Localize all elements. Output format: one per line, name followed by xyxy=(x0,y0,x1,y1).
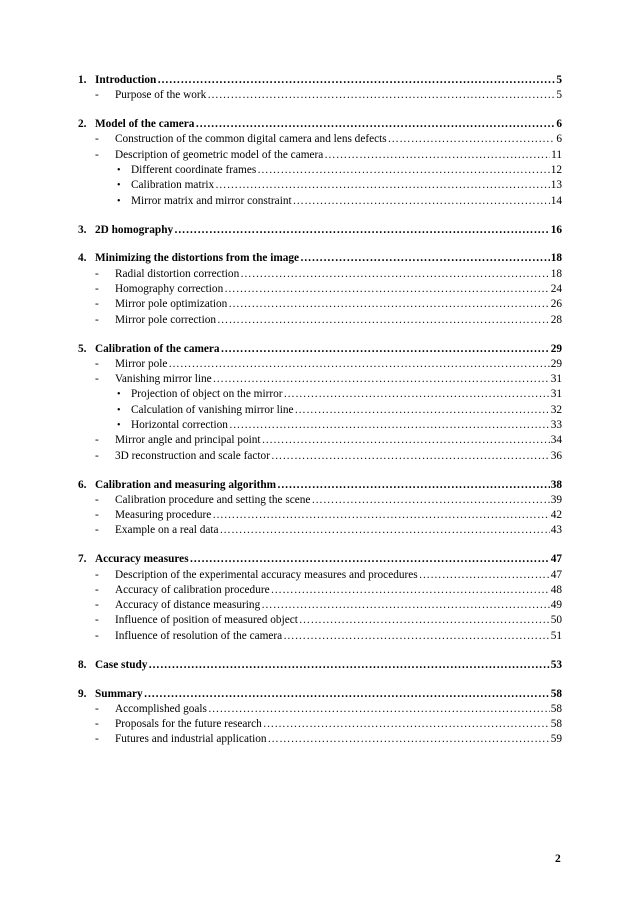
toc-subentry xyxy=(78,509,562,524)
heading-number: 3. xyxy=(78,223,87,236)
heading-title xyxy=(78,479,276,491)
entry-title xyxy=(95,718,262,730)
dot-leader xyxy=(271,584,550,596)
toc-subentry xyxy=(78,584,562,599)
dot-leader xyxy=(295,404,550,416)
entry-text: Calibration procedure and setting the scene xyxy=(115,493,311,506)
dash-marker: - xyxy=(95,373,99,386)
toc-subentry xyxy=(78,569,562,584)
bullet-marker: • xyxy=(117,420,121,432)
toc-subentry xyxy=(78,133,562,148)
entry-page-number: 42 xyxy=(550,509,562,522)
bullet-marker: • xyxy=(117,165,121,177)
entry-page-number: 58 xyxy=(550,702,562,715)
entry-page-number: 33 xyxy=(550,419,562,432)
entry-page-number: 31 xyxy=(550,373,562,386)
entry-title xyxy=(95,358,167,370)
dot-leader xyxy=(174,224,550,236)
entry-text: Futures and industrial application xyxy=(115,733,267,746)
toc-heading xyxy=(78,553,562,568)
dash-marker: - xyxy=(95,524,99,537)
toc-subentry xyxy=(78,373,562,388)
entry-page-number: 39 xyxy=(550,493,562,506)
heading-number: 4. xyxy=(78,252,87,265)
entry-text: Accuracy of distance measuring xyxy=(115,599,261,612)
heading-number: 8. xyxy=(78,658,87,671)
page-number: 2 xyxy=(555,853,561,865)
toc-bullet-entry xyxy=(78,404,562,419)
entry-page-number: 6 xyxy=(556,133,562,146)
entry-page-number: 36 xyxy=(550,449,562,462)
heading-page-number: 18 xyxy=(550,252,562,265)
entry-title xyxy=(95,283,223,295)
entry-text: Construction of the common digital camera and lens defects xyxy=(115,133,387,146)
entry-page-number: 31 xyxy=(550,388,562,401)
entry-title xyxy=(95,584,270,596)
dash-marker: - xyxy=(95,434,99,447)
dot-leader xyxy=(228,298,549,310)
entry-text: Example on a real data xyxy=(115,524,219,537)
toc-heading xyxy=(78,118,562,133)
heading-title xyxy=(78,252,299,264)
dot-leader xyxy=(419,569,550,581)
dot-leader xyxy=(263,718,550,730)
entry-title xyxy=(95,434,261,446)
entry-page-number: 47 xyxy=(550,568,562,581)
dot-leader xyxy=(207,89,555,101)
entry-text: Different coordinate frames xyxy=(131,164,257,177)
dot-leader xyxy=(311,494,549,506)
dot-leader xyxy=(148,659,549,671)
entry-title xyxy=(95,298,227,310)
heading-page-number: 47 xyxy=(550,553,562,566)
heading-text: 2D homography xyxy=(95,223,174,236)
entry-page-number: 12 xyxy=(550,164,562,177)
toc-heading xyxy=(78,252,562,267)
dot-leader xyxy=(268,733,550,745)
entry-title xyxy=(95,268,239,280)
dash-marker: - xyxy=(95,583,99,596)
dash-marker: - xyxy=(95,629,99,642)
entry-title xyxy=(95,314,216,326)
heading-title xyxy=(78,688,143,700)
toc-section xyxy=(78,343,562,465)
toc-bullet-entry xyxy=(78,195,562,210)
entry-page-number: 51 xyxy=(550,629,562,642)
dot-leader xyxy=(262,434,550,446)
bullet-marker: • xyxy=(117,195,121,207)
dash-marker: - xyxy=(95,148,99,161)
heading-page-number: 5 xyxy=(556,74,562,86)
entry-text: Calibration matrix xyxy=(131,179,215,192)
toc-subentry xyxy=(78,89,562,104)
entry-page-number: 24 xyxy=(550,283,562,296)
entry-text: Calculation of vanishing mirror line xyxy=(131,403,294,416)
entry-title xyxy=(117,195,292,207)
dot-leader xyxy=(220,524,550,536)
entry-title xyxy=(95,89,206,101)
entry-title xyxy=(117,164,256,176)
toc-bullet-entry xyxy=(78,388,562,403)
dash-marker: - xyxy=(95,718,99,731)
entry-title xyxy=(95,703,207,715)
entry-page-number: 14 xyxy=(550,194,562,207)
dot-leader xyxy=(190,553,550,565)
toc-subentry xyxy=(78,733,562,748)
dash-marker: - xyxy=(95,449,99,462)
toc-subentry xyxy=(78,283,562,298)
entry-title xyxy=(95,509,211,521)
dot-leader xyxy=(257,164,549,176)
dot-leader xyxy=(229,419,550,431)
entry-title xyxy=(95,599,260,611)
dot-leader xyxy=(224,283,549,295)
toc-bullet-entry xyxy=(78,179,562,194)
heading-title xyxy=(78,659,147,671)
dash-marker: - xyxy=(95,267,99,280)
dot-leader xyxy=(213,373,550,385)
dot-leader xyxy=(261,599,549,611)
entry-page-number: 5 xyxy=(556,89,562,102)
toc-heading xyxy=(78,659,562,674)
heading-text: Introduction xyxy=(95,74,157,86)
dot-leader xyxy=(217,314,550,326)
dash-marker: - xyxy=(95,568,99,581)
heading-page-number: 58 xyxy=(550,687,562,700)
heading-text: Minimizing the distortions from the image xyxy=(95,252,300,265)
toc-subentry xyxy=(78,599,562,614)
heading-text: Summary xyxy=(95,687,143,700)
heading-text: Accuracy measures xyxy=(95,553,189,566)
dot-leader xyxy=(284,388,550,400)
dot-leader xyxy=(324,149,550,161)
entry-page-number: 13 xyxy=(550,179,562,192)
entry-title xyxy=(95,524,219,536)
heading-title xyxy=(78,118,194,130)
dot-leader xyxy=(300,252,550,264)
toc-subentry xyxy=(78,524,562,539)
dash-marker: - xyxy=(95,733,99,746)
dash-marker: - xyxy=(95,89,99,102)
entry-title xyxy=(95,373,212,385)
toc-section xyxy=(78,252,562,328)
dot-leader xyxy=(144,688,550,700)
dash-marker: - xyxy=(95,614,99,627)
entry-text: Influence of position of measured object xyxy=(115,614,298,627)
entry-title xyxy=(95,494,310,506)
heading-title xyxy=(78,343,220,355)
toc-bullet-entry xyxy=(78,164,562,179)
heading-number: 9. xyxy=(78,687,87,700)
toc-subentry xyxy=(78,268,562,283)
dot-leader xyxy=(157,74,555,86)
heading-page-number: 6 xyxy=(556,118,562,131)
bullet-marker: • xyxy=(117,389,121,401)
dash-marker: - xyxy=(95,283,99,296)
toc-subentry xyxy=(78,314,562,329)
heading-title xyxy=(78,224,173,236)
heading-page-number: 38 xyxy=(550,478,562,491)
entry-text: Mirror matrix and mirror constraint xyxy=(131,194,292,207)
entry-text: Description of geometric model of the camera xyxy=(115,148,324,161)
entry-text: Projection of object on the mirror xyxy=(131,388,283,401)
entry-title xyxy=(95,733,267,745)
heading-title xyxy=(78,553,189,565)
entry-text: Homography correction xyxy=(115,283,224,296)
toc-subentry xyxy=(78,298,562,313)
entry-title xyxy=(117,404,294,416)
entry-title xyxy=(117,179,214,191)
heading-page-number: 53 xyxy=(550,658,562,671)
entry-text: Accomplished goals xyxy=(115,702,207,715)
dot-leader xyxy=(271,450,550,462)
toc-subentry xyxy=(78,494,562,509)
toc-heading xyxy=(78,224,562,239)
toc-heading xyxy=(78,343,562,358)
heading-text: Calibration of the camera xyxy=(95,342,220,355)
entry-page-number: 48 xyxy=(550,583,562,596)
dot-leader xyxy=(221,343,550,355)
heading-number: 5. xyxy=(78,342,87,355)
dot-leader xyxy=(208,703,550,715)
heading-page-number: 29 xyxy=(550,342,562,355)
entry-text: Mirror pole correction xyxy=(115,313,217,326)
entry-title xyxy=(95,630,282,642)
toc-heading xyxy=(78,479,562,494)
toc-section xyxy=(78,74,562,105)
entry-text: Horizontal correction xyxy=(131,419,228,432)
dot-leader xyxy=(388,133,556,145)
dot-leader xyxy=(212,509,549,521)
dash-marker: - xyxy=(95,702,99,715)
dot-leader xyxy=(277,479,550,491)
table-of-contents xyxy=(78,74,562,762)
bullet-marker: • xyxy=(117,180,121,192)
entry-title xyxy=(117,419,228,431)
dash-marker: - xyxy=(95,313,99,326)
toc-section xyxy=(78,118,562,210)
entry-page-number: 29 xyxy=(550,357,562,370)
entry-page-number: 26 xyxy=(550,298,562,311)
entry-text: Mirror pole xyxy=(115,357,168,370)
heading-number: 7. xyxy=(78,553,87,566)
entry-page-number: 58 xyxy=(550,718,562,731)
entry-page-number: 50 xyxy=(550,614,562,627)
toc-heading xyxy=(78,74,562,89)
dash-marker: - xyxy=(95,298,99,311)
entry-title xyxy=(95,450,270,462)
dash-marker: - xyxy=(95,357,99,370)
entry-title xyxy=(95,614,298,626)
toc-subentry xyxy=(78,450,562,465)
entry-text: Accuracy of calibration procedure xyxy=(115,583,270,596)
toc-subentry xyxy=(78,434,562,449)
dash-marker: - xyxy=(95,599,99,612)
dash-marker: - xyxy=(95,133,99,146)
dot-leader xyxy=(299,614,550,626)
entry-page-number: 11 xyxy=(551,148,562,161)
dash-marker: - xyxy=(95,509,99,522)
entry-text: Purpose of the work xyxy=(115,89,207,102)
heading-number: 1. xyxy=(78,74,87,86)
entry-page-number: 43 xyxy=(550,524,562,537)
toc-subentry xyxy=(78,149,562,164)
toc-heading xyxy=(78,688,562,703)
heading-text: Model of the camera xyxy=(95,118,195,131)
entry-page-number: 49 xyxy=(550,599,562,612)
heading-text: Case study xyxy=(95,658,148,671)
toc-subentry xyxy=(78,358,562,373)
dot-leader xyxy=(293,195,550,207)
dot-leader xyxy=(215,179,550,191)
bullet-marker: • xyxy=(117,404,121,416)
heading-number: 2. xyxy=(78,118,87,131)
entry-page-number: 34 xyxy=(550,434,562,447)
toc-bullet-entry xyxy=(78,419,562,434)
entry-text: Mirror angle and principal point xyxy=(115,434,261,447)
entry-text: Mirror pole optimization xyxy=(115,298,228,311)
entry-text: 3D reconstruction and scale factor xyxy=(115,449,270,462)
toc-subentry xyxy=(78,718,562,733)
entry-title xyxy=(117,388,283,400)
entry-text: Influence of resolution of the camera xyxy=(115,629,283,642)
entry-text: Proposals for the future research xyxy=(115,718,262,731)
heading-title xyxy=(78,74,156,86)
entry-title xyxy=(95,569,418,581)
entry-page-number: 32 xyxy=(550,403,562,416)
dot-leader xyxy=(283,630,550,642)
heading-page-number: 16 xyxy=(550,223,562,236)
toc-section xyxy=(78,224,562,239)
toc-section xyxy=(78,688,562,749)
entry-text: Measuring procedure xyxy=(115,509,212,522)
dot-leader xyxy=(240,268,549,280)
dot-leader xyxy=(168,358,549,370)
toc-section xyxy=(78,659,562,674)
toc-section xyxy=(78,479,562,540)
entry-page-number: 28 xyxy=(550,313,562,326)
dash-marker: - xyxy=(95,493,99,506)
toc-subentry xyxy=(78,630,562,645)
entry-title xyxy=(95,133,387,145)
dot-leader xyxy=(195,118,555,130)
entry-text: Description of the experimental accuracy measures and procedures xyxy=(115,568,418,581)
entry-text: Vanishing mirror line xyxy=(115,373,212,386)
entry-title xyxy=(95,149,323,161)
entry-page-number: 18 xyxy=(550,267,562,280)
toc-subentry xyxy=(78,703,562,718)
heading-text: Calibration and measuring algorithm xyxy=(95,478,277,491)
toc-subentry xyxy=(78,614,562,629)
entry-page-number: 59 xyxy=(550,733,562,746)
entry-text: Radial distortion correction xyxy=(115,267,240,280)
heading-number: 6. xyxy=(78,478,87,491)
toc-section xyxy=(78,553,562,645)
